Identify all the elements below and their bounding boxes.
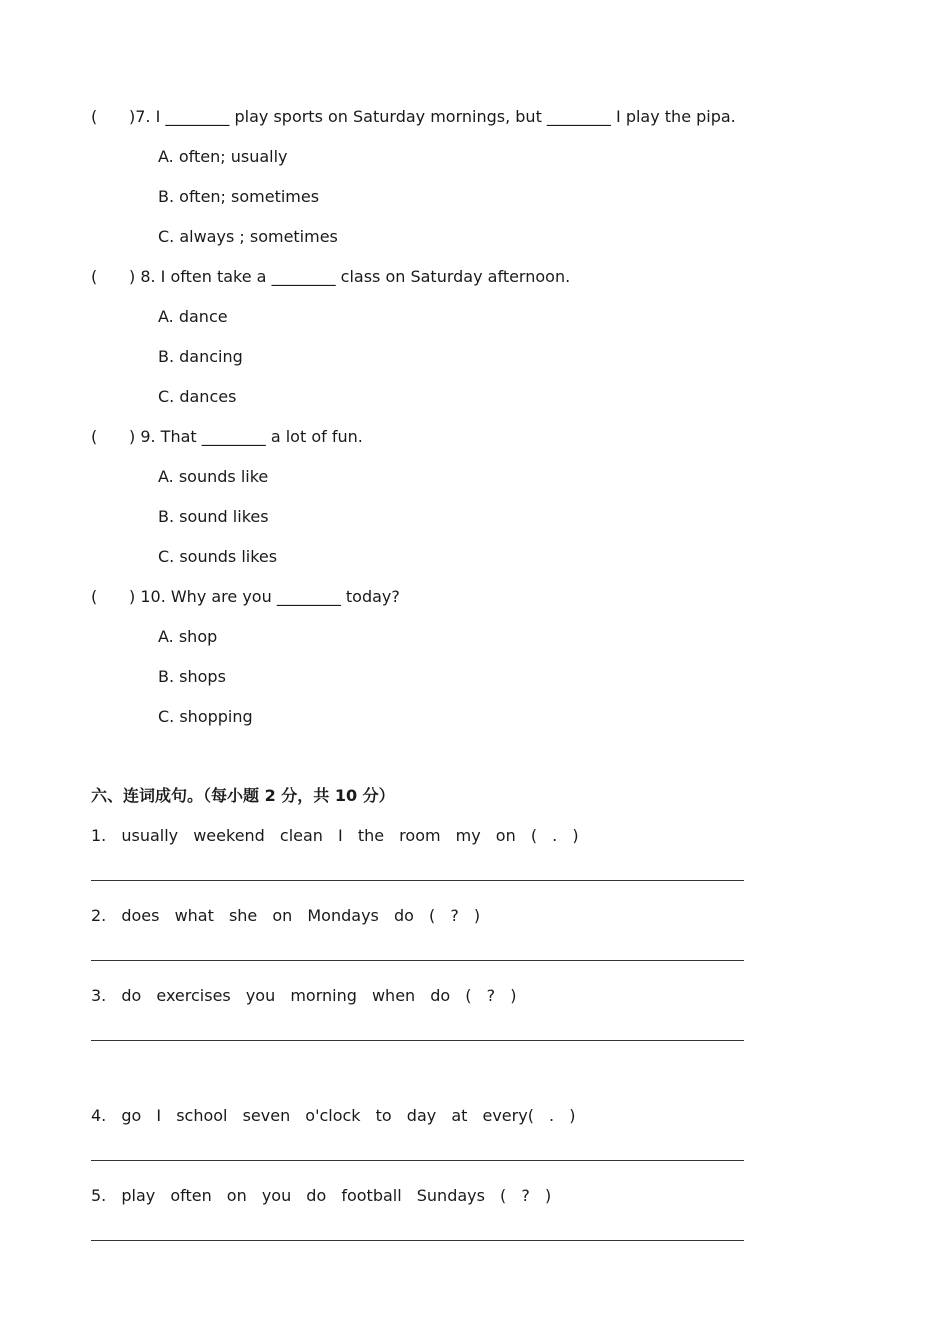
question-stem: ) 9. That ________ a lot of fun.: [129, 427, 363, 446]
option-a: A. often; usually: [158, 147, 288, 166]
scrambled-sentence-4: 4. go I school seven o'clock to day at every( . ): [91, 1106, 576, 1125]
option-b: B. dancing: [158, 347, 243, 366]
option-b: B. sound likes: [158, 507, 269, 526]
question-8: [91, 267, 570, 287]
answer-line-4[interactable]: [91, 1160, 744, 1161]
option-c: C. always ; sometimes: [158, 227, 338, 246]
answer-line-1[interactable]: [91, 880, 744, 881]
question-7: [91, 107, 736, 127]
answer-paren: (: [91, 427, 98, 446]
scrambled-sentence-3: 3. do exercises you morning when do ( ? ): [91, 986, 517, 1005]
option-c: C. sounds likes: [158, 547, 278, 566]
answer-line-5[interactable]: [91, 1240, 744, 1241]
option-a: A. shop: [158, 627, 218, 646]
question-stem: ) 8. I often take a ________ class on Saturday afternoon.: [129, 267, 571, 286]
option-b: B. shops: [158, 667, 226, 686]
option-c: C. shopping: [158, 707, 253, 726]
scrambled-sentence-5: 5. play often on you do football Sundays ( ? ): [91, 1186, 552, 1205]
section-6-heading: 六、连词成句。（每小题 2 分，共 10 分）: [91, 786, 395, 805]
question-10: [91, 587, 400, 607]
question-stem: )7. I ________ play sports on Saturday mornings, but ________ I play the pipa.: [129, 107, 736, 126]
answer-paren: (: [91, 267, 98, 286]
option-a: A. dance: [158, 307, 228, 326]
answer-line-3[interactable]: [91, 1040, 744, 1041]
answer-line-2[interactable]: [91, 960, 744, 961]
option-a: A. sounds like: [158, 467, 269, 486]
scrambled-sentence-2: 2. does what she on Mondays do ( ? ): [91, 906, 481, 925]
scrambled-sentence-1: 1. usually weekend clean I the room my on ( . ): [91, 826, 579, 845]
option-b: B. often; sometimes: [158, 187, 320, 206]
question-stem: ) 10. Why are you ________ today?: [129, 587, 400, 606]
option-c: C. dances: [158, 387, 237, 406]
answer-paren: (: [91, 107, 98, 126]
question-9: [91, 427, 363, 447]
answer-paren: (: [91, 587, 98, 606]
